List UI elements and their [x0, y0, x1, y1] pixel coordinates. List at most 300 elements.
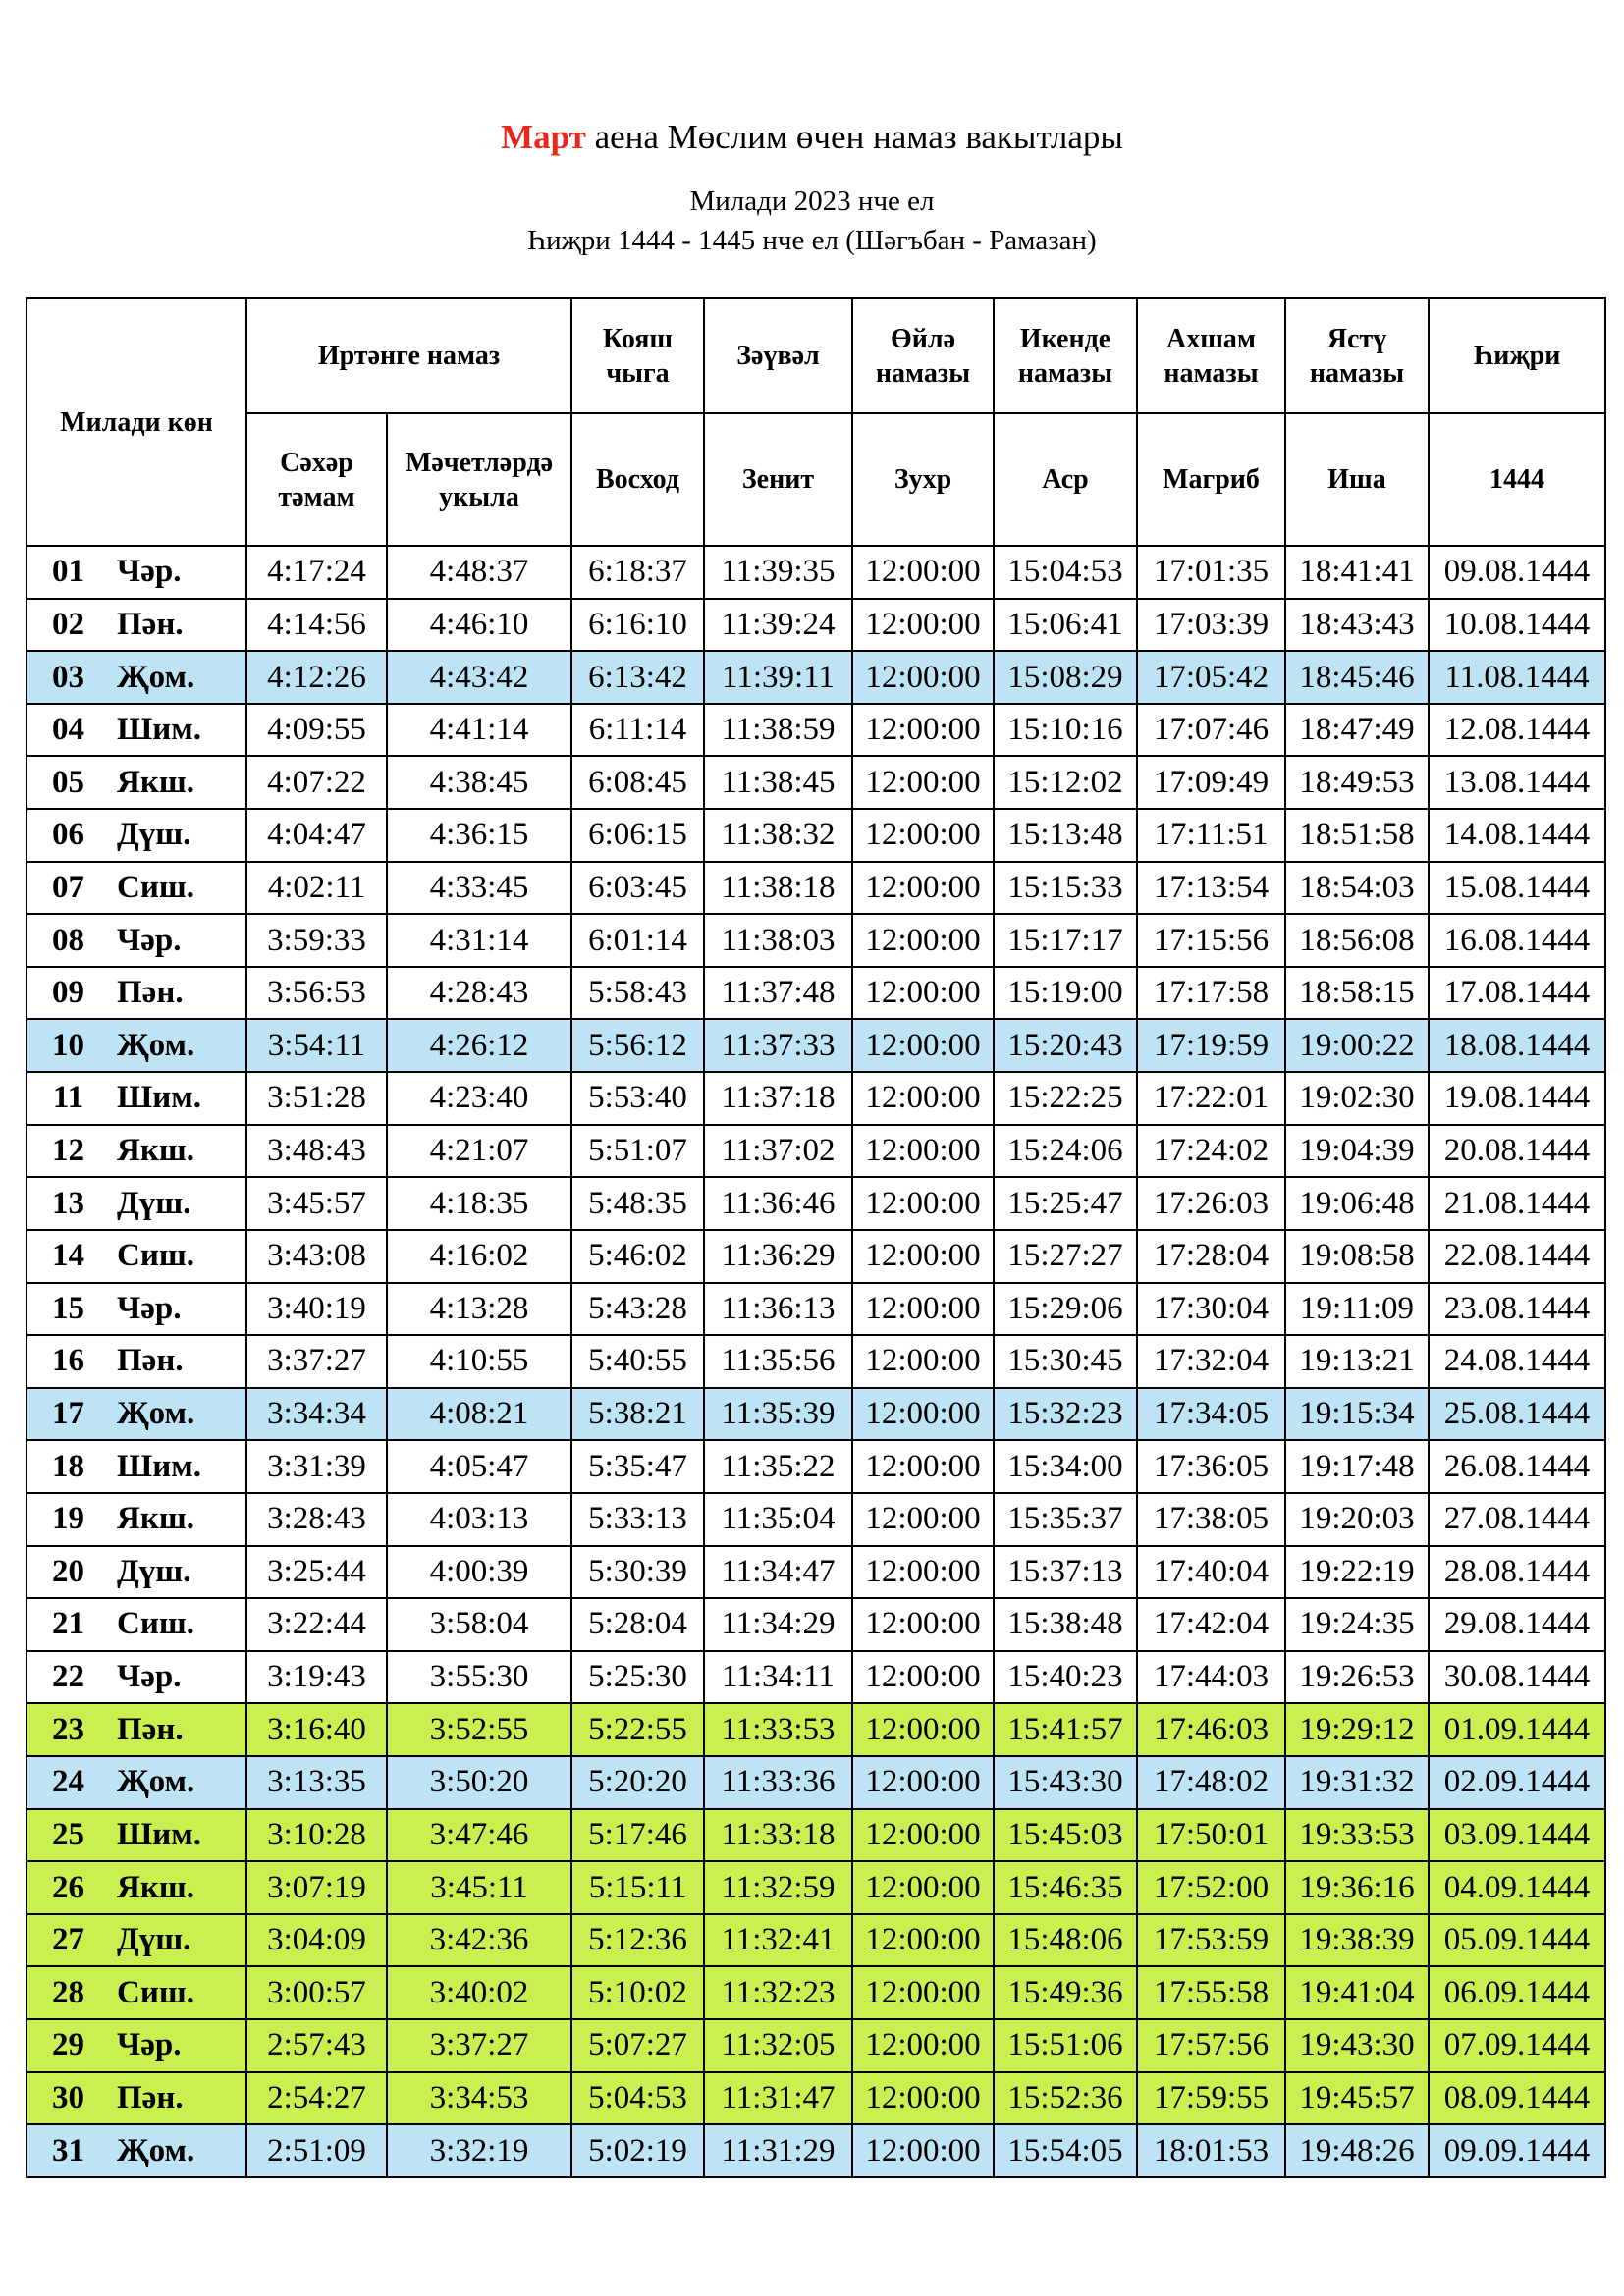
mosque-cell: 4:13:28 [387, 1283, 571, 1336]
asr-cell: 15:29:06 [994, 1283, 1137, 1336]
sunrise-cell: 5:15:11 [571, 1861, 704, 1914]
header-dhuhr-top: Өйлә намазы [852, 298, 994, 413]
isha-cell: 19:17:48 [1285, 1440, 1429, 1493]
zenith-cell: 11:37:18 [704, 1072, 852, 1125]
sahar-cell: 2:54:27 [246, 2072, 387, 2125]
maghrib-cell: 17:13:54 [1137, 862, 1285, 915]
dhuhr-cell: 12:00:00 [852, 1230, 994, 1283]
asr-cell: 15:06:41 [994, 599, 1137, 652]
sunrise-cell: 5:48:35 [571, 1177, 704, 1230]
weekday-cell: Шим. [109, 1809, 246, 1862]
hijri-date-cell: 05.09.1444 [1429, 1914, 1605, 1967]
maghrib-cell: 17:03:39 [1137, 599, 1285, 652]
zenith-cell: 11:39:24 [704, 599, 852, 652]
table-row [27, 1651, 1605, 1704]
sunrise-cell: 6:18:37 [571, 546, 704, 599]
table-row [27, 651, 1605, 704]
prayer-times-table [26, 297, 1606, 2178]
subtitle-hijri-year: Һиҗри 1444 - 1445 нче ел (Шәгъбан - Рамазан) [527, 225, 1097, 256]
sahar-cell: 3:04:09 [246, 1914, 387, 1967]
sunrise-cell: 6:16:10 [571, 599, 704, 652]
sahar-cell: 3:45:57 [246, 1177, 387, 1230]
mosque-cell: 3:34:53 [387, 2072, 571, 2125]
maghrib-cell: 17:48:02 [1137, 1756, 1285, 1809]
dhuhr-cell: 12:00:00 [852, 1388, 994, 1441]
zenith-cell: 11:38:32 [704, 809, 852, 862]
zenith-cell: 11:31:29 [704, 2124, 852, 2177]
dhuhr-cell: 12:00:00 [852, 1072, 994, 1125]
header-hijri-top: Һиҗри [1429, 298, 1605, 413]
maghrib-cell: 17:46:03 [1137, 1703, 1285, 1756]
asr-cell: 15:49:36 [994, 1966, 1137, 2019]
maghrib-cell: 17:07:46 [1137, 704, 1285, 757]
maghrib-cell: 17:40:04 [1137, 1546, 1285, 1599]
mosque-cell: 4:03:13 [387, 1493, 571, 1546]
mosque-cell: 4:00:39 [387, 1546, 571, 1599]
table-row [27, 546, 1605, 599]
dhuhr-cell: 12:00:00 [852, 1546, 994, 1599]
day-number-cell: 03 [27, 651, 109, 704]
sunrise-cell: 5:12:36 [571, 1914, 704, 1967]
table-row [27, 862, 1605, 915]
isha-cell: 18:43:43 [1285, 599, 1429, 652]
isha-cell: 18:54:03 [1285, 862, 1429, 915]
isha-cell: 19:45:57 [1285, 2072, 1429, 2125]
dhuhr-cell: 12:00:00 [852, 1177, 994, 1230]
sahar-cell: 3:43:08 [246, 1230, 387, 1283]
sahar-cell: 4:04:47 [246, 809, 387, 862]
hijri-date-cell: 30.08.1444 [1429, 1651, 1605, 1704]
isha-cell: 19:06:48 [1285, 1177, 1429, 1230]
isha-cell: 19:26:53 [1285, 1651, 1429, 1704]
weekday-cell: Якш. [109, 1861, 246, 1914]
dhuhr-cell: 12:00:00 [852, 967, 994, 1020]
maghrib-cell: 17:32:04 [1137, 1335, 1285, 1388]
sunrise-cell: 5:40:55 [571, 1335, 704, 1388]
dhuhr-cell: 12:00:00 [852, 1283, 994, 1336]
asr-cell: 15:45:03 [994, 1809, 1137, 1862]
isha-cell: 19:31:32 [1285, 1756, 1429, 1809]
sunrise-cell: 5:53:40 [571, 1072, 704, 1125]
zenith-cell: 11:35:56 [704, 1335, 852, 1388]
table-row [27, 1756, 1605, 1809]
sunrise-cell: 5:33:13 [571, 1493, 704, 1546]
zenith-cell: 11:34:29 [704, 1598, 852, 1651]
sahar-cell: 3:00:57 [246, 1966, 387, 2019]
maghrib-cell: 17:59:55 [1137, 2072, 1285, 2125]
weekday-cell: Сиш. [109, 1966, 246, 2019]
maghrib-cell: 17:36:05 [1137, 1440, 1285, 1493]
sahar-cell: 3:51:28 [246, 1072, 387, 1125]
asr-cell: 15:20:43 [994, 1019, 1137, 1072]
dhuhr-cell: 12:00:00 [852, 2019, 994, 2072]
mosque-cell: 4:23:40 [387, 1072, 571, 1125]
hijri-date-cell: 20.08.1444 [1429, 1125, 1605, 1178]
mosque-cell: 3:42:36 [387, 1914, 571, 1967]
table-row [27, 1072, 1605, 1125]
mosque-cell: 3:55:30 [387, 1651, 571, 1704]
asr-cell: 15:25:47 [994, 1177, 1137, 1230]
zenith-cell: 11:38:18 [704, 862, 852, 915]
asr-cell: 15:54:05 [994, 2124, 1137, 2177]
day-number-cell: 15 [27, 1283, 109, 1336]
sunrise-cell: 5:20:20 [571, 1756, 704, 1809]
mosque-cell: 4:33:45 [387, 862, 571, 915]
maghrib-cell: 17:38:05 [1137, 1493, 1285, 1546]
sahar-cell: 2:51:09 [246, 2124, 387, 2177]
hijri-date-cell: 25.08.1444 [1429, 1388, 1605, 1441]
isha-cell: 19:33:53 [1285, 1809, 1429, 1862]
sahar-cell: 3:59:33 [246, 914, 387, 967]
maghrib-cell: 17:57:56 [1137, 2019, 1285, 2072]
day-number-cell: 05 [27, 756, 109, 809]
weekday-cell: Чәр. [109, 914, 246, 967]
weekday-cell: Чәр. [109, 1283, 246, 1336]
weekday-cell: Пән. [109, 1703, 246, 1756]
isha-cell: 19:08:58 [1285, 1230, 1429, 1283]
zenith-cell: 11:38:03 [704, 914, 852, 967]
header-zenith-top: Зәүвәл [704, 298, 852, 413]
maghrib-cell: 17:11:51 [1137, 809, 1285, 862]
subtitle-gregorian-year: Милади 2023 нче ел [689, 186, 935, 217]
sunrise-cell: 5:46:02 [571, 1230, 704, 1283]
asr-cell: 15:34:00 [994, 1440, 1137, 1493]
maghrib-cell: 17:01:35 [1137, 546, 1285, 599]
hijri-date-cell: 12.08.1444 [1429, 704, 1605, 757]
maghrib-cell: 17:34:05 [1137, 1388, 1285, 1441]
isha-cell: 19:43:30 [1285, 2019, 1429, 2072]
weekday-cell: Җом. [109, 651, 246, 704]
day-number-cell: 04 [27, 704, 109, 757]
table-row [27, 809, 1605, 862]
asr-cell: 15:15:33 [994, 862, 1137, 915]
header-maghrib: Магриб [1137, 413, 1285, 546]
hijri-date-cell: 19.08.1444 [1429, 1072, 1605, 1125]
header-zenith: Зенит [704, 413, 852, 546]
header-sunrise: Восход [571, 413, 704, 546]
hijri-date-cell: 15.08.1444 [1429, 862, 1605, 915]
table-row [27, 599, 1605, 652]
asr-cell: 15:30:45 [994, 1335, 1137, 1388]
hijri-date-cell: 16.08.1444 [1429, 914, 1605, 967]
sahar-cell: 4:09:55 [246, 704, 387, 757]
hijri-date-cell: 21.08.1444 [1429, 1177, 1605, 1230]
weekday-cell: Җом. [109, 1388, 246, 1441]
day-number-cell: 29 [27, 2019, 109, 2072]
sahar-cell: 4:12:26 [246, 651, 387, 704]
dhuhr-cell: 12:00:00 [852, 1335, 994, 1388]
weekday-cell: Дүш. [109, 809, 246, 862]
zenith-cell: 11:37:02 [704, 1125, 852, 1178]
asr-cell: 15:41:57 [994, 1703, 1137, 1756]
isha-cell: 18:58:15 [1285, 967, 1429, 1020]
sahar-cell: 3:19:43 [246, 1651, 387, 1704]
maghrib-cell: 17:55:58 [1137, 1966, 1285, 2019]
weekday-cell: Якш. [109, 1493, 246, 1546]
mosque-cell: 4:18:35 [387, 1177, 571, 1230]
dhuhr-cell: 12:00:00 [852, 809, 994, 862]
weekday-cell: Җом. [109, 1019, 246, 1072]
isha-cell: 18:56:08 [1285, 914, 1429, 967]
sunrise-cell: 5:25:30 [571, 1651, 704, 1704]
sunrise-cell: 6:08:45 [571, 756, 704, 809]
sunrise-cell: 6:11:14 [571, 704, 704, 757]
asr-cell: 15:35:37 [994, 1493, 1137, 1546]
day-number-cell: 07 [27, 862, 109, 915]
hijri-date-cell: 24.08.1444 [1429, 1335, 1605, 1388]
dhuhr-cell: 12:00:00 [852, 1914, 994, 1967]
dhuhr-cell: 12:00:00 [852, 1756, 994, 1809]
sahar-cell: 3:40:19 [246, 1283, 387, 1336]
mosque-cell: 4:16:02 [387, 1230, 571, 1283]
day-number-cell: 16 [27, 1335, 109, 1388]
hijri-date-cell: 27.08.1444 [1429, 1493, 1605, 1546]
zenith-cell: 11:31:47 [704, 2072, 852, 2125]
mosque-cell: 4:08:21 [387, 1388, 571, 1441]
day-number-cell: 26 [27, 1861, 109, 1914]
maghrib-cell: 17:28:04 [1137, 1230, 1285, 1283]
zenith-cell: 11:38:45 [704, 756, 852, 809]
table-row [27, 1019, 1605, 1072]
hijri-date-cell: 18.08.1444 [1429, 1019, 1605, 1072]
day-number-cell: 30 [27, 2072, 109, 2125]
dhuhr-cell: 12:00:00 [852, 756, 994, 809]
sahar-cell: 3:34:34 [246, 1388, 387, 1441]
header-dhuhr: Зухр [852, 413, 994, 546]
asr-cell: 15:27:27 [994, 1230, 1137, 1283]
sahar-cell: 4:17:24 [246, 546, 387, 599]
weekday-cell: Пән. [109, 967, 246, 1020]
header-isha-top: Ястү намазы [1285, 298, 1429, 413]
weekday-cell: Чәр. [109, 546, 246, 599]
zenith-cell: 11:33:36 [704, 1756, 852, 1809]
day-number-cell: 11 [27, 1072, 109, 1125]
day-number-cell: 23 [27, 1703, 109, 1756]
dhuhr-cell: 12:00:00 [852, 704, 994, 757]
day-number-cell: 20 [27, 1546, 109, 1599]
table-row [27, 1598, 1605, 1651]
day-number-cell: 13 [27, 1177, 109, 1230]
weekday-cell: Дүш. [109, 1914, 246, 1967]
mosque-cell: 4:46:10 [387, 599, 571, 652]
maghrib-cell: 17:15:56 [1137, 914, 1285, 967]
day-number-cell: 09 [27, 967, 109, 1020]
maghrib-cell: 17:30:04 [1137, 1283, 1285, 1336]
asr-cell: 15:46:35 [994, 1861, 1137, 1914]
header-hijri: 1444 [1429, 413, 1605, 546]
header-mosque: Мәчетләрдә укыла [387, 413, 571, 546]
maghrib-cell: 17:19:59 [1137, 1019, 1285, 1072]
sahar-cell: 2:57:43 [246, 2019, 387, 2072]
header-morning-prayer: Иртәнге намаз [246, 298, 571, 413]
sahar-cell: 4:02:11 [246, 862, 387, 915]
day-number-cell: 21 [27, 1598, 109, 1651]
day-number-cell: 01 [27, 546, 109, 599]
sunrise-cell: 6:01:14 [571, 914, 704, 967]
day-number-cell: 14 [27, 1230, 109, 1283]
weekday-cell: Сиш. [109, 1598, 246, 1651]
isha-cell: 19:20:03 [1285, 1493, 1429, 1546]
asr-cell: 15:24:06 [994, 1125, 1137, 1178]
isha-cell: 19:24:35 [1285, 1598, 1429, 1651]
zenith-cell: 11:39:11 [704, 651, 852, 704]
asr-cell: 15:04:53 [994, 546, 1137, 599]
title-rest: аена Мөслим өчен намаз вакытлары [585, 118, 1123, 156]
day-number-cell: 31 [27, 2124, 109, 2177]
hijri-date-cell: 11.08.1444 [1429, 651, 1605, 704]
sunrise-cell: 5:02:19 [571, 2124, 704, 2177]
header-sahar: Сәхәр тәмам [246, 413, 387, 546]
sunrise-cell: 5:43:28 [571, 1283, 704, 1336]
day-number-cell: 27 [27, 1914, 109, 1967]
table-row [27, 1283, 1605, 1336]
day-number-cell: 17 [27, 1388, 109, 1441]
sahar-cell: 4:07:22 [246, 756, 387, 809]
dhuhr-cell: 12:00:00 [852, 1651, 994, 1704]
dhuhr-cell: 12:00:00 [852, 862, 994, 915]
zenith-cell: 11:36:46 [704, 1177, 852, 1230]
hijri-date-cell: 08.09.1444 [1429, 2072, 1605, 2125]
asr-cell: 15:08:29 [994, 651, 1137, 704]
maghrib-cell: 17:52:00 [1137, 1861, 1285, 1914]
weekday-cell: Шим. [109, 1440, 246, 1493]
asr-cell: 15:32:23 [994, 1388, 1137, 1441]
weekday-cell: Пән. [109, 2072, 246, 2125]
table-row [27, 914, 1605, 967]
weekday-cell: Якш. [109, 1125, 246, 1178]
day-number-cell: 06 [27, 809, 109, 862]
table-row [27, 1440, 1605, 1493]
header-day: Милади көн [27, 298, 246, 546]
day-number-cell: 28 [27, 1966, 109, 2019]
isha-cell: 19:00:22 [1285, 1019, 1429, 1072]
weekday-cell: Пән. [109, 1335, 246, 1388]
table-row [27, 1703, 1605, 1756]
mosque-cell: 4:10:55 [387, 1335, 571, 1388]
asr-cell: 15:22:25 [994, 1072, 1137, 1125]
table-row [27, 1177, 1605, 1230]
maghrib-cell: 17:17:58 [1137, 967, 1285, 1020]
isha-cell: 19:29:12 [1285, 1703, 1429, 1756]
dhuhr-cell: 12:00:00 [852, 599, 994, 652]
mosque-cell: 3:50:20 [387, 1756, 571, 1809]
hijri-date-cell: 29.08.1444 [1429, 1598, 1605, 1651]
mosque-cell: 4:43:42 [387, 651, 571, 704]
isha-cell: 19:36:16 [1285, 1861, 1429, 1914]
asr-cell: 15:19:00 [994, 967, 1137, 1020]
zenith-cell: 11:32:23 [704, 1966, 852, 2019]
isha-cell: 18:49:53 [1285, 756, 1429, 809]
table-row [27, 2019, 1605, 2072]
dhuhr-cell: 12:00:00 [852, 914, 994, 967]
asr-cell: 15:13:48 [994, 809, 1137, 862]
hijri-date-cell: 03.09.1444 [1429, 1809, 1605, 1862]
isha-cell: 18:41:41 [1285, 546, 1429, 599]
dhuhr-cell: 12:00:00 [852, 1703, 994, 1756]
sahar-cell: 3:28:43 [246, 1493, 387, 1546]
dhuhr-cell: 12:00:00 [852, 1440, 994, 1493]
mosque-cell: 3:52:55 [387, 1703, 571, 1756]
isha-cell: 18:47:49 [1285, 704, 1429, 757]
header-asr-top: Икенде намазы [994, 298, 1137, 413]
table-row [27, 1914, 1605, 1967]
sunrise-cell: 5:35:47 [571, 1440, 704, 1493]
hijri-date-cell: 17.08.1444 [1429, 967, 1605, 1020]
zenith-cell: 11:35:22 [704, 1440, 852, 1493]
sahar-cell: 3:16:40 [246, 1703, 387, 1756]
mosque-cell: 4:36:15 [387, 809, 571, 862]
zenith-cell: 11:37:48 [704, 967, 852, 1020]
isha-cell: 19:48:26 [1285, 2124, 1429, 2177]
weekday-cell: Шим. [109, 704, 246, 757]
isha-cell: 18:45:46 [1285, 651, 1429, 704]
zenith-cell: 11:35:39 [704, 1388, 852, 1441]
day-number-cell: 08 [27, 914, 109, 967]
asr-cell: 15:10:16 [994, 704, 1137, 757]
isha-cell: 18:51:58 [1285, 809, 1429, 862]
weekday-cell: Дүш. [109, 1546, 246, 1599]
mosque-cell: 4:31:14 [387, 914, 571, 967]
sunrise-cell: 5:58:43 [571, 967, 704, 1020]
day-number-cell: 25 [27, 1809, 109, 1862]
table-body [27, 546, 1605, 2177]
table-row [27, 1861, 1605, 1914]
dhuhr-cell: 12:00:00 [852, 1966, 994, 2019]
asr-cell: 15:38:48 [994, 1598, 1137, 1651]
table-row [27, 1493, 1605, 1546]
sunrise-cell: 6:06:15 [571, 809, 704, 862]
sunrise-cell: 5:56:12 [571, 1019, 704, 1072]
table-row [27, 1230, 1605, 1283]
title-month: Март [501, 118, 586, 156]
mosque-cell: 3:47:46 [387, 1809, 571, 1862]
sunrise-cell: 5:51:07 [571, 1125, 704, 1178]
dhuhr-cell: 12:00:00 [852, 1019, 994, 1072]
table-row [27, 704, 1605, 757]
header-isha: Иша [1285, 413, 1429, 546]
weekday-cell: Дүш. [109, 1177, 246, 1230]
hijri-date-cell: 14.08.1444 [1429, 809, 1605, 862]
sahar-cell: 3:31:39 [246, 1440, 387, 1493]
isha-cell: 19:22:19 [1285, 1546, 1429, 1599]
day-number-cell: 24 [27, 1756, 109, 1809]
weekday-cell: Шим. [109, 1072, 246, 1125]
sahar-cell: 3:13:35 [246, 1756, 387, 1809]
zenith-cell: 11:32:59 [704, 1861, 852, 1914]
sunrise-cell: 5:04:53 [571, 2072, 704, 2125]
sunrise-cell: 5:30:39 [571, 1546, 704, 1599]
mosque-cell: 3:58:04 [387, 1598, 571, 1651]
isha-cell: 19:02:30 [1285, 1072, 1429, 1125]
zenith-cell: 11:36:13 [704, 1283, 852, 1336]
header-asr: Аср [994, 413, 1137, 546]
weekday-cell: Пән. [109, 599, 246, 652]
mosque-cell: 4:26:12 [387, 1019, 571, 1072]
isha-cell: 19:13:21 [1285, 1335, 1429, 1388]
sunrise-cell: 5:17:46 [571, 1809, 704, 1862]
weekday-cell: Чәр. [109, 2019, 246, 2072]
maghrib-cell: 17:44:03 [1137, 1651, 1285, 1704]
mosque-cell: 4:38:45 [387, 756, 571, 809]
weekday-cell: Сиш. [109, 1230, 246, 1283]
table-row [27, 1335, 1605, 1388]
weekday-cell: Җом. [109, 2124, 246, 2177]
isha-cell: 19:15:34 [1285, 1388, 1429, 1441]
zenith-cell: 11:38:59 [704, 704, 852, 757]
zenith-cell: 11:33:18 [704, 1809, 852, 1862]
table-row [27, 1966, 1605, 2019]
mosque-cell: 3:40:02 [387, 1966, 571, 2019]
